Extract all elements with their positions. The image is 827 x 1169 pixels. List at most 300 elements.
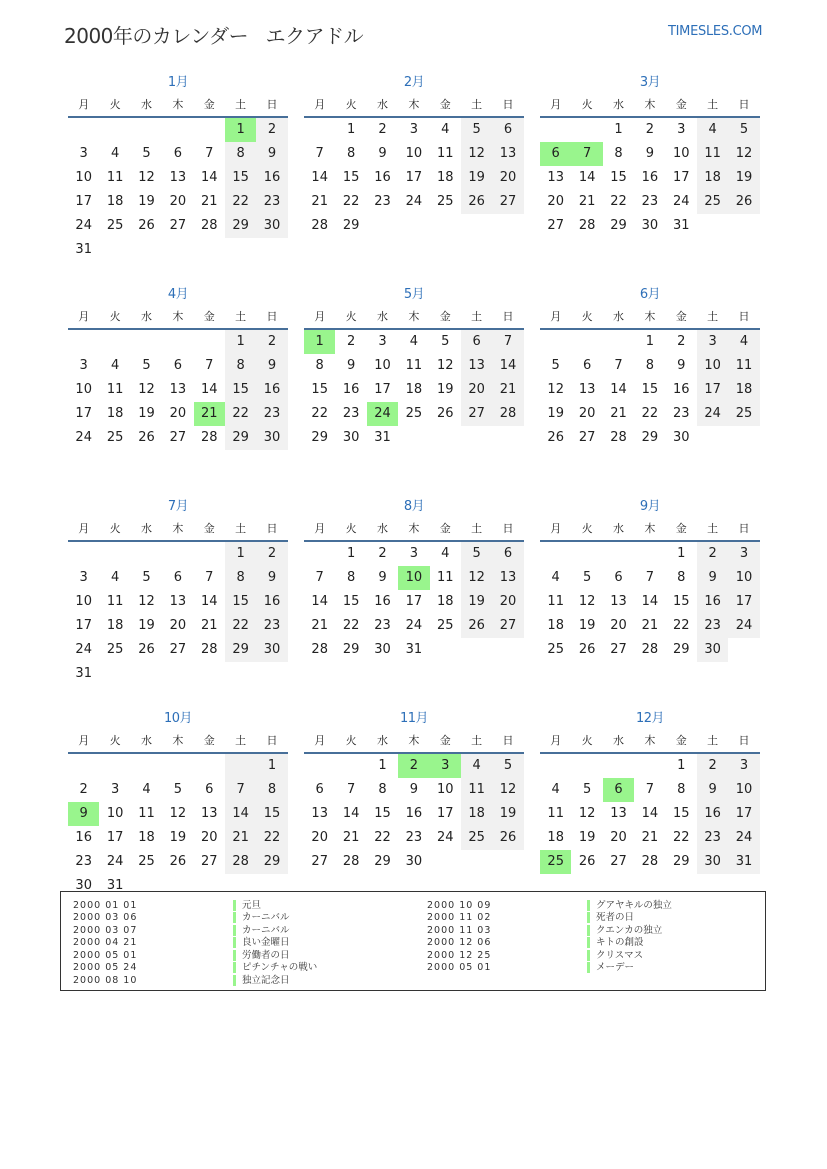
day-cell[interactable]: 23 [75,854,92,869]
day-cell[interactable]: 14 [578,170,596,185]
day-cell[interactable]: 25 [540,850,571,874]
day-cell[interactable]: 6 [205,782,214,797]
day-cell[interactable]: 16 [374,594,391,609]
day-cell[interactable]: 10 [672,146,690,161]
day-cell[interactable]: 21 [200,618,218,633]
day-cell[interactable]: 6 [173,358,182,373]
day-cell[interactable]: 15 [311,382,328,397]
day-cell[interactable]: 20 [169,618,187,633]
day-cell[interactable]: 13 [169,594,187,609]
day-cell[interactable]: 27 [492,614,523,638]
day-cell[interactable]: 4 [142,782,151,797]
day-cell[interactable]: 27 [311,854,328,869]
day-cell[interactable]: 3 [110,782,120,797]
day-cell[interactable]: 31 [374,430,391,445]
day-cell[interactable]: 4 [461,754,492,778]
day-cell[interactable]: 5 [441,334,450,349]
day-cell[interactable]: 18 [547,830,564,845]
day-cell[interactable]: 4 [110,570,120,585]
day-cell[interactable]: 14 [641,806,659,821]
day-cell[interactable]: 15 [256,802,287,826]
day-cell[interactable]: 24 [75,218,92,233]
day-cell[interactable]: 12 [461,566,492,590]
day-cell[interactable]: 6 [582,358,592,373]
day-cell[interactable]: 18 [697,166,728,190]
day-cell[interactable]: 20 [610,830,627,845]
day-cell[interactable]: 23 [697,826,728,850]
day-cell[interactable]: 4 [409,334,418,349]
day-cell[interactable]: 15 [342,594,360,609]
day-cell[interactable]: 20 [492,590,523,614]
day-cell[interactable]: 1 [256,754,287,778]
day-cell[interactable]: 14 [492,354,523,378]
day-cell[interactable]: 16 [405,806,423,821]
day-cell[interactable]: 9 [378,570,387,585]
day-cell[interactable]: 30 [405,854,423,869]
day-cell[interactable]: 9 [409,782,418,797]
day-cell[interactable]: 12 [461,142,492,166]
day-cell[interactable]: 25 [728,402,759,426]
day-cell[interactable]: 31 [75,666,92,681]
day-cell[interactable]: 16 [75,830,92,845]
day-cell[interactable]: 16 [697,590,728,614]
day-cell[interactable]: 15 [225,378,256,402]
day-cell[interactable]: 5 [551,358,560,373]
day-cell[interactable]: 16 [342,382,360,397]
day-cell[interactable]: 14 [311,170,328,185]
day-cell[interactable]: 8 [225,566,256,590]
day-cell[interactable]: 24 [672,194,690,209]
day-cell[interactable]: 9 [256,354,287,378]
site-link[interactable]: TIMESLES.COM [668,24,763,39]
day-cell[interactable]: 20 [200,830,218,845]
day-cell[interactable]: 18 [405,382,423,397]
day-cell[interactable]: 4 [551,782,560,797]
day-cell[interactable]: 26 [138,430,155,445]
day-cell[interactable]: 1 [677,758,686,773]
day-cell[interactable]: 11 [547,806,564,821]
day-cell[interactable]: 31 [106,878,124,893]
day-cell[interactable]: 1 [346,122,356,137]
day-cell[interactable]: 27 [547,218,564,233]
day-cell[interactable]: 19 [169,830,187,845]
day-cell[interactable]: 13 [461,354,492,378]
day-cell[interactable]: 28 [641,642,659,657]
day-cell[interactable]: 28 [578,218,596,233]
day-cell[interactable]: 6 [173,570,182,585]
day-cell[interactable]: 23 [697,614,728,638]
day-cell[interactable]: 30 [697,850,728,874]
day-cell[interactable]: 2 [256,542,287,566]
day-cell[interactable]: 3 [697,330,728,354]
day-cell[interactable]: 1 [378,758,387,773]
day-cell[interactable]: 12 [138,170,155,185]
day-cell[interactable]: 1 [225,330,256,354]
day-cell[interactable]: 26 [461,190,492,214]
day-cell[interactable]: 23 [256,402,287,426]
day-cell[interactable]: 25 [405,406,423,421]
day-cell[interactable]: 11 [106,594,124,609]
day-cell[interactable]: 13 [311,806,328,821]
day-cell[interactable]: 29 [610,218,627,233]
day-cell[interactable]: 9 [346,358,356,373]
day-cell[interactable]: 2 [256,118,287,142]
day-cell[interactable]: 12 [578,806,596,821]
day-cell[interactable]: 13 [547,170,564,185]
day-cell[interactable]: 27 [169,642,187,657]
day-cell[interactable]: 31 [75,242,92,257]
day-cell[interactable]: 3 [677,122,686,137]
day-cell[interactable]: 26 [578,854,596,869]
day-cell[interactable]: 17 [436,806,454,821]
day-cell[interactable]: 8 [256,778,287,802]
day-cell[interactable]: 8 [346,570,356,585]
day-cell[interactable]: 9 [677,358,686,373]
day-cell[interactable]: 5 [142,146,151,161]
day-cell[interactable]: 5 [582,570,592,585]
day-cell[interactable]: 21 [610,406,627,421]
day-cell[interactable]: 30 [641,218,659,233]
day-cell[interactable]: 1 [225,542,256,566]
day-cell[interactable]: 28 [225,850,256,874]
day-cell[interactable]: 26 [461,614,492,638]
day-cell[interactable]: 11 [106,170,124,185]
day-cell[interactable]: 18 [728,378,759,402]
day-cell[interactable]: 6 [614,570,623,585]
day-cell[interactable]: 23 [256,614,287,638]
day-cell[interactable]: 29 [641,430,659,445]
day-cell[interactable]: 20 [169,194,187,209]
day-cell[interactable]: 27 [461,402,492,426]
day-cell[interactable]: 2 [677,334,686,349]
day-cell[interactable]: 21 [641,830,659,845]
day-cell[interactable]: 30 [697,638,728,662]
day-cell[interactable]: 17 [697,378,728,402]
day-cell[interactable]: 22 [342,194,360,209]
day-cell[interactable]: 7 [315,570,324,585]
day-cell[interactable]: 2 [697,754,728,778]
day-cell[interactable]: 20 [461,378,492,402]
day-cell[interactable]: 7 [645,782,654,797]
day-cell[interactable]: 27 [492,190,523,214]
day-cell[interactable]: 17 [106,830,124,845]
day-cell[interactable]: 26 [547,430,564,445]
day-cell[interactable]: 15 [342,170,360,185]
day-cell[interactable]: 15 [641,382,659,397]
day-cell[interactable]: 18 [461,802,492,826]
day-cell[interactable]: 1 [614,122,623,137]
day-cell[interactable]: 24 [106,854,124,869]
day-cell[interactable]: 4 [110,146,120,161]
day-cell[interactable]: 9 [68,802,99,826]
day-cell[interactable]: 26 [436,406,454,421]
day-cell[interactable]: 24 [367,402,398,426]
day-cell[interactable]: 20 [578,406,596,421]
day-cell[interactable]: 10 [75,382,92,397]
day-cell[interactable]: 16 [256,378,287,402]
day-cell[interactable]: 29 [342,642,360,657]
day-cell[interactable]: 26 [169,854,187,869]
day-cell[interactable]: 4 [441,546,450,561]
day-cell[interactable]: 19 [436,382,454,397]
day-cell[interactable]: 25 [547,642,564,657]
day-cell[interactable]: 29 [225,214,256,238]
day-cell[interactable]: 18 [138,830,155,845]
day-cell[interactable]: 14 [342,806,360,821]
day-cell[interactable]: 12 [492,778,523,802]
day-cell[interactable]: 21 [641,618,659,633]
day-cell[interactable]: 28 [342,854,360,869]
day-cell[interactable]: 12 [547,382,564,397]
day-cell[interactable]: 29 [225,638,256,662]
day-cell[interactable]: 23 [374,618,391,633]
day-cell[interactable]: 13 [610,806,627,821]
day-cell[interactable]: 27 [169,430,187,445]
day-cell[interactable]: 29 [374,854,391,869]
day-cell[interactable]: 24 [75,642,92,657]
day-cell[interactable]: 22 [672,618,690,633]
day-cell[interactable]: 10 [436,782,454,797]
day-cell[interactable]: 28 [200,218,218,233]
day-cell[interactable]: 29 [672,642,690,657]
day-cell[interactable]: 9 [256,566,287,590]
day-cell[interactable]: 22 [641,406,659,421]
day-cell[interactable]: 11 [697,142,728,166]
day-cell[interactable]: 14 [200,594,218,609]
day-cell[interactable]: 13 [492,142,523,166]
day-cell[interactable]: 11 [436,570,454,585]
day-cell[interactable]: 28 [200,430,218,445]
day-cell[interactable]: 22 [225,614,256,638]
day-cell[interactable]: 3 [728,542,759,566]
day-cell[interactable]: 18 [106,194,124,209]
day-cell[interactable]: 28 [641,854,659,869]
day-cell[interactable]: 8 [315,358,324,373]
day-cell[interactable]: 30 [672,430,690,445]
day-cell[interactable]: 8 [645,358,654,373]
day-cell[interactable]: 6 [173,146,182,161]
day-cell[interactable]: 11 [138,806,155,821]
day-cell[interactable]: 21 [342,830,360,845]
day-cell[interactable]: 22 [311,406,328,421]
day-cell[interactable]: 25 [138,854,155,869]
day-cell[interactable]: 26 [728,190,759,214]
day-cell[interactable]: 14 [610,382,627,397]
day-cell[interactable]: 16 [697,802,728,826]
day-cell[interactable]: 22 [342,618,360,633]
day-cell[interactable]: 20 [492,166,523,190]
day-cell[interactable]: 18 [106,618,124,633]
day-cell[interactable]: 12 [728,142,759,166]
day-cell[interactable]: 2 [79,782,88,797]
day-cell[interactable]: 29 [225,426,256,450]
day-cell[interactable]: 5 [461,542,492,566]
day-cell[interactable]: 2 [645,122,654,137]
day-cell[interactable]: 5 [582,782,592,797]
day-cell[interactable]: 17 [75,406,92,421]
day-cell[interactable]: 15 [610,170,627,185]
day-cell[interactable]: 13 [578,382,596,397]
day-cell[interactable]: 12 [138,594,155,609]
day-cell[interactable]: 19 [578,618,596,633]
day-cell[interactable]: 13 [200,806,218,821]
day-cell[interactable]: 6 [315,782,324,797]
day-cell[interactable]: 5 [142,358,151,373]
day-cell[interactable]: 10 [405,146,423,161]
day-cell[interactable]: 17 [672,170,690,185]
day-cell[interactable]: 20 [169,406,187,421]
day-cell[interactable]: 3 [409,122,418,137]
day-cell[interactable]: 19 [138,618,155,633]
day-cell[interactable]: 16 [641,170,659,185]
day-cell[interactable]: 19 [547,406,564,421]
day-cell[interactable]: 14 [200,382,218,397]
day-cell[interactable]: 24 [75,430,92,445]
day-cell[interactable]: 2 [398,754,429,778]
day-cell[interactable]: 26 [138,642,155,657]
day-cell[interactable]: 29 [311,430,328,445]
day-cell[interactable]: 16 [256,166,287,190]
day-cell[interactable]: 28 [200,642,218,657]
day-cell[interactable]: 23 [641,194,659,209]
day-cell[interactable]: 21 [311,618,328,633]
day-cell[interactable]: 17 [728,802,759,826]
day-cell[interactable]: 28 [492,402,523,426]
day-cell[interactable]: 18 [436,170,454,185]
day-cell[interactable]: 1 [677,546,686,561]
day-cell[interactable]: 19 [138,406,155,421]
day-cell[interactable]: 7 [205,570,214,585]
day-cell[interactable]: 20 [610,618,627,633]
day-cell[interactable]: 29 [342,218,360,233]
day-cell[interactable]: 7 [645,570,654,585]
day-cell[interactable]: 19 [728,166,759,190]
day-cell[interactable]: 2 [697,542,728,566]
day-cell[interactable]: 11 [547,594,564,609]
day-cell[interactable]: 7 [571,142,602,166]
day-cell[interactable]: 15 [225,590,256,614]
day-cell[interactable]: 7 [346,782,356,797]
day-cell[interactable]: 16 [672,382,690,397]
day-cell[interactable]: 24 [436,830,454,845]
day-cell[interactable]: 9 [697,566,728,590]
day-cell[interactable]: 2 [378,122,387,137]
day-cell[interactable]: 1 [645,334,654,349]
day-cell[interactable]: 9 [256,142,287,166]
day-cell[interactable]: 28 [311,642,328,657]
day-cell[interactable]: 10 [697,354,728,378]
day-cell[interactable]: 24 [728,826,759,850]
day-cell[interactable]: 20 [311,830,328,845]
day-cell[interactable]: 7 [315,146,324,161]
day-cell[interactable]: 22 [374,830,391,845]
day-cell[interactable]: 17 [405,170,423,185]
day-cell[interactable]: 27 [169,218,187,233]
day-cell[interactable]: 15 [374,806,391,821]
day-cell[interactable]: 19 [578,830,596,845]
day-cell[interactable]: 9 [697,778,728,802]
day-cell[interactable]: 10 [728,566,759,590]
day-cell[interactable]: 17 [75,194,92,209]
day-cell[interactable]: 27 [610,642,627,657]
day-cell[interactable]: 21 [492,378,523,402]
day-cell[interactable]: 24 [728,614,759,638]
day-cell[interactable]: 4 [551,570,560,585]
day-cell[interactable]: 7 [225,778,256,802]
day-cell[interactable]: 3 [79,146,88,161]
day-cell[interactable]: 7 [614,358,623,373]
day-cell[interactable]: 9 [378,146,387,161]
day-cell[interactable]: 3 [79,570,88,585]
day-cell[interactable]: 20 [547,194,564,209]
day-cell[interactable]: 30 [342,430,360,445]
day-cell[interactable]: 24 [405,194,423,209]
day-cell[interactable]: 24 [697,402,728,426]
day-cell[interactable]: 8 [346,146,356,161]
day-cell[interactable]: 23 [672,406,690,421]
day-cell[interactable]: 26 [138,218,155,233]
day-cell[interactable]: 26 [492,826,523,850]
day-cell[interactable]: 14 [200,170,218,185]
day-cell[interactable]: 25 [106,642,124,657]
day-cell[interactable]: 9 [645,146,654,161]
day-cell[interactable]: 15 [672,806,690,821]
day-cell[interactable]: 27 [578,430,596,445]
day-cell[interactable]: 27 [610,854,627,869]
day-cell[interactable]: 1 [304,330,335,354]
day-cell[interactable]: 2 [378,546,387,561]
day-cell[interactable]: 15 [225,166,256,190]
day-cell[interactable]: 11 [461,778,492,802]
day-cell[interactable]: 26 [578,642,596,657]
day-cell[interactable]: 14 [641,594,659,609]
day-cell[interactable]: 6 [540,142,571,166]
day-cell[interactable]: 14 [311,594,328,609]
day-cell[interactable]: 11 [436,146,454,161]
day-cell[interactable]: 25 [436,194,454,209]
day-cell[interactable]: 23 [405,830,423,845]
day-cell[interactable]: 8 [378,782,387,797]
day-cell[interactable]: 5 [492,754,523,778]
day-cell[interactable]: 19 [492,802,523,826]
day-cell[interactable]: 23 [256,190,287,214]
day-cell[interactable]: 8 [677,782,686,797]
day-cell[interactable]: 23 [342,406,360,421]
day-cell[interactable]: 31 [672,218,690,233]
day-cell[interactable]: 21 [200,194,218,209]
day-cell[interactable]: 7 [492,330,523,354]
day-cell[interactable]: 19 [138,194,155,209]
day-cell[interactable]: 19 [461,166,492,190]
day-cell[interactable]: 13 [610,594,627,609]
day-cell[interactable]: 10 [374,358,391,373]
day-cell[interactable]: 13 [492,566,523,590]
day-cell[interactable]: 11 [106,382,124,397]
day-cell[interactable]: 22 [256,826,287,850]
day-cell[interactable]: 17 [405,594,423,609]
day-cell[interactable]: 30 [374,642,391,657]
day-cell[interactable]: 3 [79,358,88,373]
day-cell[interactable]: 27 [200,854,218,869]
day-cell[interactable]: 10 [398,566,429,590]
day-cell[interactable]: 30 [256,638,287,662]
day-cell[interactable]: 13 [169,382,187,397]
day-cell[interactable]: 28 [610,430,627,445]
day-cell[interactable]: 29 [256,850,287,874]
day-cell[interactable]: 22 [225,402,256,426]
day-cell[interactable]: 1 [225,118,256,142]
day-cell[interactable]: 2 [256,330,287,354]
